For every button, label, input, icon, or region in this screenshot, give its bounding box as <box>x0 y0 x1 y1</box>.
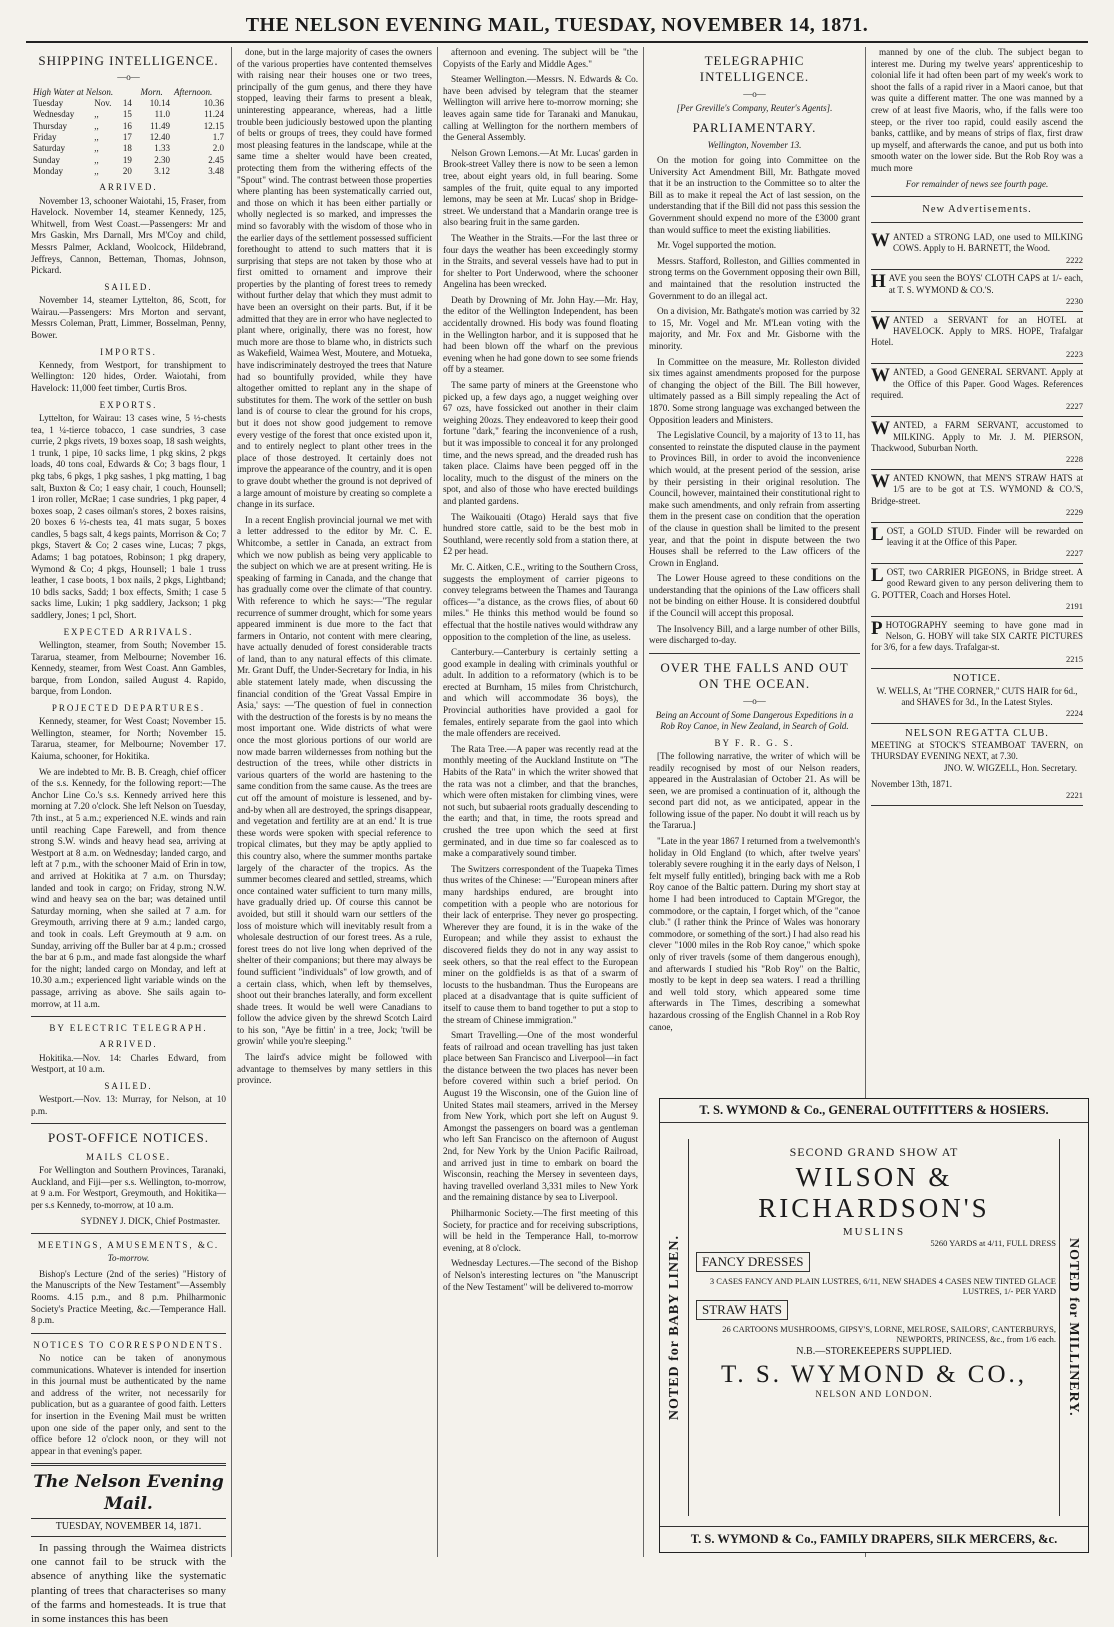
fancy-dresses-label: FANCY DRESSES <box>696 1252 810 1272</box>
wymond-top-banner: T. S. WYMOND & Co., GENERAL OUTFITTERS & HOSIERS. <box>660 1099 1088 1123</box>
parliament-item: On a division, Mr. Bathgate's motion was carried by 32 to 15, Mr. Vogel and Mr. M'Lean voting with the majority, and Mr. Fox and Mr. Gisborne with the minority. <box>649 306 860 352</box>
shipping-title: SHIPPING INTELLIGENCE. <box>38 53 219 68</box>
ad-farm-servant: WANTED, a FARM SERVANT, accustomed to MILKING. Apply to Mr. J. M. PIERSON, Thackwood, Suburban North. 2228 <box>871 417 1083 470</box>
ad-regatta-club: NELSON REGATTA CLUB. MEETING at STOCK'S STEAMBOAT TAVERN, on THURSDAY EVENING NEXT, at 7.30. JNO. W. WIGZELL, Hon. Secretary. November 13th, 1871. 2221 <box>871 724 1083 806</box>
falls-subtitle: Being an Account of Some Dangerous Expeditions in a Rob Roy Canoe, in New Zealand, in Search of Gold. <box>655 709 854 732</box>
ad-gold-stud: LOST, a GOLD STUD. Finder will be rewarded on leaving it at the Office of this Paper. 2227 <box>871 523 1083 564</box>
news-item: Death by Drowning of Mr. John Hay.—Mr. Hay, the editor of the Wellington Independent, has been accidentally drowned. His body was found floating in the Wellington harbor, and it is supposed that he had been blown off the wharf on the previous evening when he had gone down to see some friends off by a steamer. <box>443 294 638 375</box>
new-advertisements-title: New Advertisements. <box>922 203 1032 215</box>
wymond-bottom-banner: T. S. WYMOND & Co., FAMILY DRAPERS, SILK MERCERS, &c. <box>660 1526 1088 1552</box>
ad-strong-lad: WANTED a STRONG LAD, one used to MILKING COWS. Apply to H. BARNETT, the Wood. 2222 <box>871 229 1083 270</box>
divider <box>871 222 1083 223</box>
imports-heading: IMPORTS. <box>100 346 157 357</box>
column-2 <box>232 47 438 1557</box>
news-item: The Waikouaiti (Otago) Herald says that five hundred store cattle, said to be the best mob in Southland, were recently sold from a station there, at £2 per head. <box>443 511 638 557</box>
tg-sailed-text: Westport.—Nov. 13: Murray, for Nelson, at 10 p.m. <box>31 1094 226 1116</box>
imports-text: Kennedy, from Westport, for transhipment to Wellington: 120 hides, Order. Waiotahi, from Havelock: 11,000 feet timber, Curtis Bros. <box>31 359 226 394</box>
exports-text: Lyttelton, for Wairau: 13 cases wine, 5 ½-chests tea, 1 ¼-tierce tobacco, 1 case sundries, 3 case currie, 2 pkgs rivets, 19 boxes soap, 18 sash weights, 1 trunk, 1 pipe, 10 sacks lime, 1 pkg skins, 2 pkgs loads, 40 tons coal, Edwards & Co; 3 bags flour, 1 pkg tabs, 6 pkgs, 1 pkg sashes, 1 pkg matting, 1 bag salt, Buxton & Co; 1 easy chair, 1 couch, Hounsell; 1 iron roller, McRae; 1 case sundries, 1 pkg paper, 4 boxes soap, 2 cases oilman's stores, 2 boxes raisins, 20 boxes 6 ½-chests tea, 41 mats sugar, 5 boxes candles, 5 bags salt, 4 kegs paints, Morrison & Co; 7 pkgs, Stavert & Co; 2 cases wine, Lucas; 7 pkgs, Adams; 1 bag potatoes, Robinson; 1 pkg drapery, Wymond & Co; 4 pkgs, Hounsell; 1 bale 1 truss leather, 1 case boots, 1 box nails, 2 pkgs, Lightband; 10 bdls sacks, Sadd; 1 box effects, Smith; 1 case 5 sacks lime, Lukin; 1 pkg saddlery, Jackson; 1 pkg saddlery, Jones; 1 pcl, Short. <box>31 412 226 621</box>
wilson-richardson: WILSON & RICHARDSON'S <box>758 1162 990 1223</box>
parliament-item: Messrs. Stafford, Rolleston, and Gillies commented in strong terms on the Government opposing their own Bill, and maintained that the resolution instructed the Government to do an illegal act. <box>649 255 860 301</box>
wymond-advertisement <box>659 1098 1089 1553</box>
correspondents-heading: NOTICES TO CORRESPONDENTS. <box>33 1339 224 1350</box>
remainder-note: For remainder of news see fourth page. <box>905 178 1049 189</box>
parliamentary-title: PARLIAMENTARY. <box>692 120 817 136</box>
wymond-body: SECOND GRAND SHOW AT WILSON & RICHARDSON'S MUSLINS 5260 YARDS at 4/11, FULL DRESS FANCY DRESSES 3 CASES FANCY AND PLAIN LUSTRES, 6/11, NEW SHADES 4 CASES NEW TINTED GLACE LUSTRES, 1/- PER YARD STRAW HATS 26 CARTOONS MUSHROOMS, GIPSY'S, LORNE, MELROSE, SAILORS', CANTERBURYS, NEWPORTS, PRINCESS, &c., from 1/6 each. N.B.—STOREKEEPERS SUPPLIED. T. S. WYMOND & CO., NELSON AND LONDON. <box>692 1139 1056 1514</box>
falls-intro: [The following narrative, the writer of which will be readily recognised by most of our Nelson readers, appeared in the Australasian of October 21. As will be seen, we are promised a continuation of it, although the second part did not, as we anticipated, appear in the following issue of the paper. No doubt it will reach us by the Tararua.] <box>649 750 860 831</box>
postmaster-signature: SYDNEY J. DICK, Chief Postmaster. <box>80 1215 220 1226</box>
tg-sailed-heading: SAILED. <box>104 1080 153 1091</box>
millinery-side: NOTED for MILLINERY. <box>1059 1139 1086 1516</box>
arrived-text: November 13, schooner Waiotahi, 15, Fraser, from Havelock. November 14, steamer Kennedy, 125, Whitwell, from West Coast.—Passengers: Mr and Mrs Gaskin, Mrs Darnall, Mrs M'Coy and child, Messrs Palmer, Ackland, Woolcock, Hildebrand, Jeffreys, Cannon, Betteman, Thomas, Johnson, Pickard. <box>31 195 226 276</box>
falls-title: OVER THE FALLS AND OUT ON THE OCEAN. <box>660 659 849 692</box>
parliament-item: On the motion for going into Committee on the University Act Amendment Bill, Mr. Bathgate moved that it be an instruction to the Committee so to alter the Bill as to make it repeal the Act of last session, on the understanding that if the Bill did not pass this session the Government should expend no more of the £3000 grant than would suffice to meet the existing liabilities. <box>649 155 860 235</box>
tide-table: High Water at Nelson. Morn. Afternoon. Tuesday Nov. 14 10.14 10.36 Wednesday ,, 15 11.0 11.24 Thursday ,, 16 11.49 12.15 Friday ,, 17 12.40 1.7 Saturday ,, 18 1.33 2.0 Sunday ,, 19 2.30 2.45 Monday ,, 20 3.12 3.48 <box>33 86 224 176</box>
double-rule <box>31 1463 226 1466</box>
parliament-item: Mr. Vogel supported the motion. <box>657 240 777 251</box>
news-item: Smart Travelling.—One of the most wonderful feats of railroad and ocean travelling has just taken place between San Francisco and Liverpool—in fact the distance between the two places has never been before covered within such a brief period. On August 19 the Wisconsin, one of the Guion line of United States mail steamers, arrived in the Mersey from New York, which port she left on August 9. Amongst the passengers on board was a gentleman who left San Francisco on the afternoon of August 2nd, for New York by the Union Pacific Railroad, and arrived just in time to embark on board the Wisconsin, reaching the Mersey in seventeen days, having travelled overland 3,331 miles to New York and the remaining distance by sea to Liverpool. <box>443 1030 638 1203</box>
exports-heading: EXPORTS. <box>99 399 158 410</box>
telegraphic-title: TELEGRAPHIC INTELLIGENCE. <box>699 53 810 85</box>
voyage-report: We are indebted to Mr. B. B. Creagh, chief officer of the s.s. Kennedy, for the following report:—The Anchor Line Co.'s s.s. Kennedy arrived here this morning at 7.20 o'clock. She left Nelson on Tuesday, 7th inst., at 5 a.m.; experienced N.E. winds and rain until reaching Cape Farewell, and from thence strong S.W. winds and heavy head sea, arriving at Westport at 8 a.m. on Wednesday; landed cargo, and left at 7 p.m., with the schooner Maid of Erin in tow, and arrived at Hokitika at 7 a.m. on Thursday; landed and took in cargo; on Friday, strong N.W. wind and heavy sea on the bar; was detained until Saturday morning, when she sailed at 7 a.m. for Greymouth, arriving there at 9 a.m.; landed cargo, and took in coals. Left Greymouth at 9 a.m. on Sunday, arriving off the Buller bar at 4 p.m.; crossed the bar at 6 p.m., and made fast alongside the wharf for the night; landed cargo on Monday, and left at 10.30 a.m.; experienced light variable winds on the passage, arriving as above. She sails again to-morrow, at 11 a.m. <box>31 766 226 1009</box>
column-4: TELEGRAPHIC INTELLIGENCE. —o— [Per Greville's Company, Reuter's Agents]. PARLIAMENTARY. Wellington, November 13. On the motion for going into Committee on the University Act Amendment Bill, Mr. Bathgate moved that it be an instruction to the Committee so to alter the Bill as to make it repeal the Act of last session, on the understanding that if the Bill did not pass this session the Government should expend no more of the £3000 grant than would suffice to meet the existing liabilities. Mr. Vogel supported the motion. Messrs. Stafford, Rolleston, and Gillies commented in strong terms on the Government opposing their own Bill, and maintained that the resolution instructed the Government to do an illegal act. On a division, Mr. Bathgate's motion was carried by 32 to 15, Mr. Vogel and Mr. M'Lean voting with the majority, and Mr. Fox and Mr. Gisborne with the minority. In Committee on the measure, Mr. Rolleston divided six times against amendments proposed for the purpose of changing the object of the Bill. The Bill however, ultimately passed as a Bill simply repealing the Act of 1870. Some strong language was exchanged between the Opposition leaders and Ministers. The Legislative Council, by a majority of 13 to 11, has consented to reinstate the disputed clause in the payment to Provinces Bill, in order to avoid the inconvenience which would, at the present period of the session, arise by their persisting in their original resolution. The Council, however, maintained their constitutional right to make such amendments, and only refrain from asserting them in the present case on condition that the operation of the clause in question shall be limited to the present year, and that the point in dispute between the two Houses shall be referred to the Law officers of the Crown in England. The Lower House agreed to these conditions on the understanding that the opinions of the Law officers shall not be binding on either House. It is considered doubtful if the Council will accept this proposal. The Insolvency Bill, and a large number of other Bills, were discharged to-day. OVER THE FALLS AND OUT ON THE OCEAN. —o— Being an Account of Some Dangerous Expeditions in a Rob Roy Canoe, in New Zealand, in Search of Gold. BY F. R. G. S. [The following narrative, the writer of which will be readily recognised by most of our Nelson readers, appeared in the Australasian of October 21. As will be seen, we are promised a continuation of it, although the second part did not, as we anticipated, appear in the following issue of the paper. No doubt it will reach us by the Tararua.] "Late in the year 1867 I returned from a twelvemonth's holiday in Old England (to which, after twelve years' tolerably severe roughing it in the early days of Nelson, I felt myself fully entitled), bringing back with me a Rob Roy canoe of the Baltic pattern. During my short stay at home I had been introduced to Captain M'Gregor, the commodore, or the captain, I forget which, of the "canoe club." (I rather think the Prince of Wales was honorary commodore, or something of the sort.) I had also read his clever "1000 miles in the Rob Roy canoe," which spoke only of river travels (some of them dangerous enough), and afterwards I studied his "Rob Roy" on the Baltic, mostly to be kept in deep sea waters. I read a thrilling and well told story, which appeared some time afterwards in The Times, describing a somewhat hazardous crossing of the English Channel in a Rob Roy canoe, <box>644 47 866 1557</box>
wymond-name: T. S. WYMOND & CO., <box>720 1361 1028 1388</box>
tide-row: Tuesday Nov. 14 10.14 10.36 <box>33 98 224 109</box>
ad-cloth-caps: HAVE you seen the BOYS' CLOTH CAPS at 1/- each, at T. S. WYMOND & CO.'S. 2230 <box>871 270 1083 311</box>
parliament-item: The Legislative Council, by a majority of 13 to 11, has consented to reinstate the disputed clause in the payment to Provinces Bill, in order to avoid the inconvenience which would, at the present period of the session, arise by their persisting in their original resolution. The Council, however, maintained their constitutional right to make such amendments, and only refrain from asserting them in the present case on condition that the operation of the clause in question shall be limited to the present year, and that the point in dispute between the two Houses shall be referred to the Law officers of the Crown in England. <box>649 430 860 568</box>
news-item: Wednesday Lectures.—The second of the Bishop of Nelson's interesting lectures on "the Manuscript of the New Testament" will be delivered to-morrow <box>443 1258 638 1292</box>
post-office-title: POST-OFFICE NOTICES. <box>47 1130 210 1146</box>
straw-hats-label: STRAW HATS <box>696 1300 788 1320</box>
mails-heading: MAILS CLOSE. <box>85 1151 171 1162</box>
ad-servant-hotel: WANTED a SERVANT for an HOTEL at HAVELOCK. Apply to MRS. HOPE, Trafalgar Hotel. 2223 <box>871 312 1083 365</box>
tg-arrived-text: Hokitika.—Nov. 14: Charles Edward, from Westport, at 10 a.m. <box>31 1052 226 1075</box>
news-item: The Switzers correspondent of the Tuapeka Times thus writes of the Chinese: —"European miners after many hardships endured, are brought into competition with a people who are notorious for their lack of enterprise. They never go prospecting. Wherever they are found, it is in the wake of the European; and while they assist to exhaust the discovered fields they do not in any way assist to seek others, so that the real effect to the European miner on the goldfields is as that of a swarm of locusts to the husbandman. Thus the Europeans are placed at a disadvantage that is quite sufficient of itself to cause them to band together to put a stop to the stream of Chinese immigration." <box>443 863 638 1025</box>
column-3 <box>438 47 644 1557</box>
leader-canada: In a recent English provincial journal we met with a letter addressed to the editor by Mr. C. E. Whitcombe, a settler in Canada, an extract from which we now publish as being very applicable to the subject on which we are at present writing. He is speaking of farming in Canada, and the change that has gradually come over the climate of that country. With reference to which he says:—"The regular recurrence of summer drought, which for some years appeared imminent is due more to the fact that farmers in Ontario, not content with mere clearing, have actually denuded of forest considerable tracts of land, than to any natural effects of this climate. Mr. Grant Duff, the Under-Secretary for India, in his able statement lately made, when discussing the financial condition of the 'Great Vassal Empire in Asia,' says: —'The question of fuel in connection with the destruction of the forests is by no means the most important one. Wide districts of what were once the most glorious portions of our world are now made barren wildernesses from nothing but the destruction of the trees, while other districts in various quarters of the world are hastening to the same condition from the same cause. As the trees are cut off the amount of moisture is lessened, and by-and-by when all are destroyed, the springs disappear, and vegetation and fertility are at an end.' It is true these words were spoken with special reference to tropical climates, but they may be aptly applied to this country also, where the summer months partake largely of the character of the tropics. As the summer becomes cleared and settled, streams, which once contained water sufficient to turn many mills, have gradually dried up. Of course this cannot be avoided, but still it should warn our settlers of the loss of moisture which will inevitably result from a wholesale destruction of our forest trees. As a rule, forest trees do not live long when deprived of the shelter of their companions; but there may always be found sufficient "individuals" of low growth, and of a certain class, which, when left by themselves, shoot out their branches laterally, and form excellent shade trees. It would be well were Canadians to follow the advice given by the shrewd Scotch Laird to his son, "Aye be fittin' in a tree, Jock; 'twill be growin' while you're sleeping." <box>237 514 432 1047</box>
divider <box>31 1123 226 1124</box>
news-item: Steamer Wellington.—Messrs. N. Edwards & Co. have been advised by telegram that the steamer Wellington will arrive here to-morrow morning; she leaves again same tide for Taranaki and Manukau, calling at Wellington for the northern members of the General Assembly. <box>443 74 638 143</box>
tide-row: Wednesday ,, 15 11.0 11.24 <box>33 109 224 120</box>
ad-pigeons: LOST, two CARRIER PIGEONS, in Bridge street. A good Reward given to any person delivering them to G. POTTER, Coach and Horses Hotel. 2191 <box>871 564 1083 617</box>
expected-heading: EXPECTED ARRIVALS. <box>63 626 194 637</box>
news-item: Mr. C. Aitken, C.E., writing to the Southern Cross, suggests the employment of carrier pigeons to convey telegrams between the Thames and Tauranga offices—"a distance, as the crows flies, of about 60 miles." He thinks this method would be found so effectual that the hostile natives would withdraw any opposition to the completion of the line, as useless. <box>443 561 638 642</box>
meetings-heading: MEETINGS, AMUSEMENTS, &C. <box>37 1240 220 1251</box>
news-item: The Rata Tree.—A paper was recently read at the monthly meeting of the Auckland Institute on "The Habits of the Rata" in which the writer showed that the rata was not a climber, and that the branches, which were often mistaken for climbing vines, were not such, but subaerial roots gradually descending to the earth; and that, in time, the roots spread and crushed the tree upon which the seed at first germinated, and in due time so far coalesced as to make a comparatively sound timber. <box>443 743 638 859</box>
expected-text: Wellington, steamer, from South; November 15. Tararua, steamer, from Melbourne; November 16. Kennedy, steamer, from West Coast. Ann Gambles, barque, from London, sailed August 4. Rapido, barque, from London. <box>31 639 226 697</box>
divider <box>31 1016 226 1017</box>
news-item: Nelson Grown Lemons.—At Mr. Lucas' garden in Brook-street Valley there is now to be seen a lemon tree, about eight years old, in full bearing. Some samples of the fruit, quite equal to any imported lemons, may be seen at Mr. Lucas' shop in Bridge-street. We understand that a Mandarin orange tree is also bearing fruit in the same garden. <box>443 147 638 228</box>
arrived-heading: ARRIVED. <box>99 182 158 193</box>
masthead: THE NELSON EVENING MAIL, TUESDAY, NOVEMBER 14, 1871. <box>26 10 1088 43</box>
mails-text: For Wellington and Southern Provinces, Taranaki, Auckland, and Fiji—per s.s. Wellington, to-morrow, at 9 a.m. For Westport, Greymouth, and Hokitika—per s.s Kennedy, to-morrow, at 10 a.m. <box>31 1165 226 1210</box>
tide-row: Thursday ,, 16 11.49 12.15 <box>33 120 224 131</box>
nameplate: The Nelson Evening Mail. <box>33 1472 224 1514</box>
divider <box>649 653 860 654</box>
leader-article: In passing through the Waimea districts one cannot fail to be struck with the absence of anything like the systematic planting of trees that characterises so many of the farms and homesteads. It is true that in some instances this has been <box>31 1541 226 1626</box>
falls-continued: manned by one of the club. The subject began to interest me. During my twelve years' apprenticeship to colonial life it had often been part of my week's work to shoot the falls of a rapid river in a Maori canoe, but that was quite a different matter. The one was manned by a crew of at least five Maoris, who, if the falls were too steep, or the river too rapid, could easily ascend the banks, cattlike, and by means of strips of flax, first draw up myself, and afterwards the canoe, and put us both into smooth water on the lower side. But the Rob Roy was a much more <box>871 47 1083 173</box>
tide-row: Monday ,, 20 3.12 3.48 <box>33 166 224 176</box>
news-item: Philharmonic Society.—The first meeting of this Society, for practice and for receiving subscriptions, will be held in the Temperance Hall, to-morrow evening, at 8 o'clock. <box>443 1208 638 1253</box>
sailed-text: November 14, steamer Lyttelton, 86, Scott, for Wairau.—Passengers: Mrs Morton and servant, Messrs Coleman, Pratt, Limmer, Bosselman, Penny, Bower. <box>31 295 226 340</box>
tide-row: Friday ,, 17 12.40 1.7 <box>33 132 224 143</box>
byline: BY F. R. G. S. <box>714 737 795 748</box>
agency-note: [Per Greville's Company, Reuter's Agents]. <box>676 103 833 114</box>
sailed-heading: SAILED. <box>104 281 153 292</box>
ad-straw-hats: WANTED KNOWN, that MEN'S STRAW HATS at 1/5 are to be got at T.S. WYMOND & CO.'S, Bridge-street. 2229 <box>871 470 1083 523</box>
dateline-wellington: Wellington, November 13. <box>707 139 802 150</box>
news-item: afternoon and evening. The subject will be "the Copyists of the Early and Middle Ages." <box>443 47 638 69</box>
baby-linen-side: NOTED for BABY LINEN. <box>662 1139 689 1516</box>
column-1: SHIPPING INTELLIGENCE. —o— High Water at Nelson. Morn. Afternoon. Tuesday Nov. 14 10.14 10.36 Wednesday ,, 15 11.0 11.24 Thursday ,, 16 11.49 12.15 Friday ,, 17 12.40 1.7 Saturday ,, 18 1.33 2.0 Sunday ,, 19 2.30 2.45 Monday ,, 20 3.12 3.48 ARRIVED. November 13, schooner Waiotahi, 15, Fraser, from Havelock. November 14, steamer Kennedy, 125, Whitwell, from West Coast.—Passengers: Mr and Mrs Gaskin, Mrs Darnall, Mrs M'Coy and child, Messrs Palmer, Ackland, Woolcock, Hildebrand, Jeffreys, Cannon, Betteman, Thomas, Johnson, Pickard. SAILED. November 14, steamer Lyttelton, 86, Scott, for Wairau.—Passengers: Mrs Morton and servant, Messrs Coleman, Pratt, Limmer, Bosselman, Penny, Bower. IMPORTS. Kennedy, from Westport, for transhipment to Wellington: 120 hides, Order. Waiotahi, from Havelock: 11,000 feet timber, Curtis Bros. EXPORTS. Lyttelton, for Wairau: 13 cases wine, 5 ½-chests tea, 1 ¼-tierce tobacco, 1 case sundries, 3 case currie, 2 pkgs rivets, 19 boxes soap, 18 sash weights, 1 trunk, 1 pipe, 10 sacks lime, 1 pkg skins, 2 pkgs loads, 40 tons coal, Edwards & Co; 3 bags flour, 1 pkg tabs, 6 pkgs, 1 pkg sashes, 1 pkg matting, 1 bag salt, Buxton & Co; 1 easy chair, 1 couch, Hounsell; 1 iron roller, McRae; 1 case sundries, 1 pkg paper, 4 boxes soap, 2 cases oilman's stores, 2 boxes raisins, 20 boxes 6 ½-chests tea, 41 mats sugar, 5 boxes candles, 5 bags salt, 4 kegs paints, Morrison & Co; 7 pkgs, Stavert & Co; 2 cases wine, Lucas; 7 pkgs, Adams; 1 bag potatoes, Robinson; 1 pkg drapery, Wymond & Co; 4 pkgs, Hounsell; 1 bale 1 truss leather, 1 case boots, 1 box nails, 2 pkgs, Lightband; 10 bdls sacks, Sadd; 1 box effects, Smith; 1 case 5 sacks lime, Lukin; 1 pkg saddlery, Jackson; 1 pkg saddlery, Jones; 1 pcl, Short. EXPECTED ARRIVALS. Wellington, steamer, from South; November 15. Tararua, steamer, from Melbourne; November 16. Kennedy, steamer, from West Coast. Ann Gambles, barque, from London, sailed August 4. Rapido, barque, from London. PROJECTED DEPARTURES. Kennedy, steamer, for West Coast; November 15. Wellington, steamer, for North; November 15. Tararua, steamer, for Melbourne; November 17. Kaiuma, schooner, for Hokitika. We are indebted to Mr. B. B. Creagh, chief officer of the s.s. Kennedy, for the following report:—The Anchor Line Co.'s s.s. Kennedy arrived here this morning at 7.20 o'clock. She left Nelson on Tuesday, 7th inst., at 5 a.m.; experienced N.E. winds and rain until reaching Cape Farewell, and from thence strong S.W. winds and heavy head sea, arriving at Westport at 8 a.m. on Wednesday; landed cargo, and left at 7 p.m., with the schooner Maid of Erin in tow, and arrived at Hokitika at 7 a.m. on Thursday; landed and took in cargo; on Friday, strong N.W. wind and heavy sea on the bar; was detained until Saturday morning, when she sailed at 7 a.m. for Greymouth, arriving there at 9 a.m.; landed cargo, and took in coals. Left Greymouth at 9 a.m. on Sunday, arriving off the Buller bar at 4 p.m.; crossed the bar at 6 p.m., and made fast alongside the wharf for the night; landed cargo on Monday, and left at 10.30 a.m.; experienced light variable winds on the passage, arriving as above. She sails again to-morrow, at 11 a.m. BY ELECTRIC TELEGRAPH. ARRIVED. Hokitika.—Nov. 14: Charles Edward, from Westport, at 10 a.m. SAILED. Westport.—Nov. 13: Murray, for Nelson, at 10 p.m. POST-OFFICE NOTICES. MAILS CLOSE. For Wellington and Southern Provinces, Taranaki, Auckland, and Fiji—per s.s. Wellington, to-morrow, at 9 a.m. For Westport, Greymouth, and Hokitika—per s.s Kennedy, to-morrow, at 10 a.m. SYDNEY J. DICK, Chief Postmaster. MEETINGS, AMUSEMENTS, &C. To-morrow. Bishop's Lecture (2nd of the series) "History of the Manuscripts of the New Testament"—Assembly Rooms. 4.15 p.m., and 8 p.m. Philharmonic Society's Practice Meeting, &c.—Temperance Hall. 8 p.m. NOTICES TO CORRESPONDENTS. No notice can be taken of anonymous communications. Whatever is intended for insertion in this journal must be authenticated by the name and address of the writer, not necessarily for publication, but as a guarantee of good faith. Letters for insertion in the Evening Mail must be written upon one side of the paper only, and sent to the office before 12 o'clock noon, or they will not appear in that evening's paper. The Nelson Evening Mail. TUESDAY, NOVEMBER 14, 1871. In passing through the Waimea districts one cannot fail to be struck with the absence of anything like the systematic planting of trees that characterises so many of the farms and homesteads. It is true that in some instances this has been <box>26 47 232 1557</box>
news-item: The Weather in the Straits.—For the last three or four days the weather has been exceedingly stormy in the Straits, and several vessels have had to put in for shelter to Port Underwood, where the schooner Angelina has been wrecked. <box>443 232 638 290</box>
divider <box>871 196 1083 197</box>
meetings-text: Bishop's Lecture (2nd of the series) "History of the Manuscripts of the New Testament"—Assembly Rooms. 4.15 p.m., and 8 p.m. Philharmonic Society's Practice Meeting, &c.—Temperance Hall. 8 p.m. <box>31 1268 226 1326</box>
divider <box>31 1333 226 1334</box>
news-item: The same party of miners at the Greenstone who picked up, a few days ago, a nugget weighing over 67 ozs, have fossicked out another in their claim weighing 20ozs. They endeavored to keep their good fortune "dark," fearing the inconvenience of a rush, but it was impossible to conceal it for any prolonged time, and the news spread, and the dreaded rush has taken place. Claims have been pegged off in the locality, much to the disgust of the miners on the spot, and also of those who have erected buildings and planted gardens. <box>443 380 638 506</box>
dateline: TUESDAY, NOVEMBER 14, 1871. <box>31 1518 226 1537</box>
divider <box>31 1233 226 1234</box>
parliament-item: In Committee on the measure, Mr. Rolleston divided six times against amendments proposed for the purpose of changing the object of the Bill. The Bill however, ultimately passed as a Bill simply repealing the Act of 1870. Some strong language was exchanged between the Opposition leaders and Ministers. <box>649 356 860 425</box>
ad-general-servant: WANTED, a Good GENERAL SERVANT. Apply at the Office of this Paper. Good Wages. References required. 2227 <box>871 364 1083 417</box>
tg-arrived-heading: ARRIVED. <box>99 1039 158 1050</box>
parliament-item: The Insolvency Bill, and a large number of other Bills, were discharged to-day. <box>649 623 860 646</box>
news-item: Canterbury.—Canterbury is certainly setting a good example in dealing with criminals youthful or adult. In addition to a reformatory (which is to be erected at Burnham, 15 miles from Christchurch, and which will accommodate 36 boys), the Provincial authorities have provided a gaol for females, entirely separate from the gaol into which the male offenders are received. <box>443 647 638 739</box>
ad-barber-notice: NOTICE. W. WELLS, At "THE CORNER," CUTS HAIR for 6d., and SHAVES for 3d., In the Latest Styles. 2224 <box>871 669 1083 724</box>
high-water-label: High Water at Nelson. <box>33 86 114 97</box>
tomorrow-label: To-morrow. <box>107 1253 150 1264</box>
projected-text: Kennedy, steamer, for West Coast; November 15. Wellington, steamer, for North; November 15. Tararua, steamer, for Melbourne; November 17. Kaiuma, schooner, for Hokitika. <box>31 716 226 762</box>
ad-photography: PHOTOGRAPHY seeming to have gone mad in Nelson, G. HOBY will take SIX CARTE PICTURES for 3/6, for a few days. Trafalgar-st. 2215 <box>871 617 1083 670</box>
correspondents-text: No notice can be taken of anonymous communications. Whatever is intended for insertion in this journal must be authenticated by the name and address of the writer, not necessarily for publication, but as a guarantee of good faith. Letters for insertion in the Evening Mail must be written upon one side of the paper only, and sent to the office before 12 o'clock noon, or they will not appear in that evening's paper. <box>31 1353 226 1456</box>
tide-row: Saturday ,, 18 1.33 2.0 <box>33 143 224 154</box>
falls-narrative: "Late in the year 1867 I returned from a twelvemonth's holiday in Old England (to which, after twelve years' tolerably severe roughing it in the early days of Nelson, I felt myself fully entitled), bringing back with me a Rob Roy canoe of the Baltic pattern. During my short stay at home I had been introduced to Captain M'Gregor, the commodore, or the captain, I forget which, of the "canoe club." (I rather think the Prince of Wales was honorary commodore, or something of the sort.) I had also read his clever "1000 miles in the Rob Roy canoe," which spoke only of river travels (some of them dangerous enough), and afterwards I studied his "Rob Roy" on the Baltic, mostly to be kept in deep sea waters. I read a thrilling and well told story, which appeared some time afterwards in The Times, describing a somewhat hazardous crossing of the English Channel in a Rob Roy canoe, <box>649 836 860 1032</box>
tide-row: Sunday ,, 19 2.30 2.45 <box>33 154 224 165</box>
leader-continued: done, but in the large majority of cases the owners of the various properties have contented themselves with raising near their houses one or two trees, principally of the gum genus, and there they have stopped, leaving their farms to present a bleak, uninteresting appearance, whereas, had a little trouble been judiciously bestowed upon the planting of belts or groups of trees, they could have formed most pleasing features in the landscape, while at the same time a shelter would have been created, protecting them from the withering effects of the "Spout" wind. The contrast between those properties where planting has been systematically carried out, and those on which it has been either partially or wholly neglected is so marked, and impresses the mind so favorably with the wisdom of those who in the earlier days of the settlement possessed sufficient forethought to attend to such matters that it is surprising that steps are not taken by those who at first omitted to ornament and improve their properties by the planting of forest trees to remedy without further delay that which they must admit to have been an oversight on their parts. But, if it be admitted that they are in error who have neglected to plant where, originally, there was no forest, how much more are those to blame who, in districts such as Wakefield, Waimea West, Moutere, and Motueka, have indiscriminately destroyed the trees that Nature had so bountifully provided, while they have altogether omitted to replant any in the shape of substitutes for them. The work of the settler on bush land is of course to clear the ground for his crops, but it does not show good judgement to remove every vestige of the forest that once existed upon it, and to entirely neglect to plant other trees in the place of those destroyed. It certainly does not improve the appearance of the country, and it is open to grave doubt whether the ground is not deprived of a large amount of moisture by creating so complete a change in its surface. <box>237 47 433 510</box>
projected-heading: PROJECTED DEPARTURES. <box>51 702 206 713</box>
parliament-item: The Lower House agreed to these conditions on the understanding that the opinions of the Law officers shall not be binding on either House. It is considered doubtful if the Council will accept this proposal. <box>649 573 860 619</box>
telegraph-heading: BY ELECTRIC TELEGRAPH. <box>49 1023 208 1034</box>
leader-conclusion: The laird's advice might be followed with advantage to themselves by many settlers in this province. <box>237 1052 432 1086</box>
